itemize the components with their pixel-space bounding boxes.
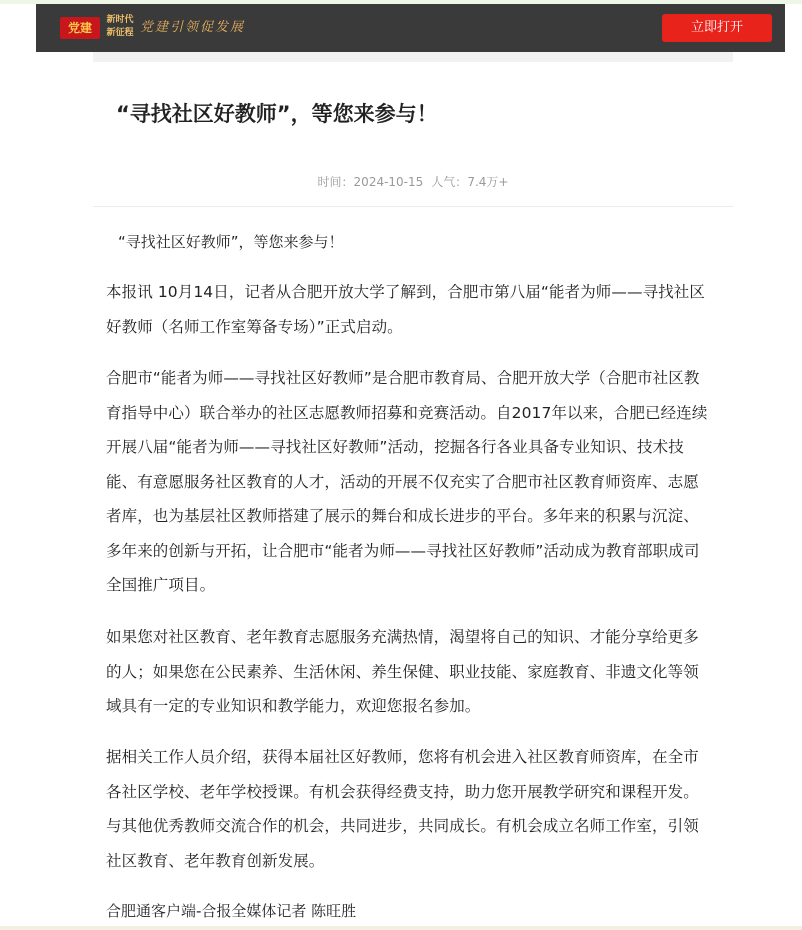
publish-date: 2024-10-15 [353,175,424,189]
new-era-logo-mark: 新时代新征程 [106,15,134,38]
popularity-label: 人气： [431,175,468,189]
party-building-logo: 党建 [60,17,100,39]
article-meta [93,172,733,192]
popularity-count: 7.4万+ [467,175,509,189]
app-download-banner [36,4,785,52]
article-lead: “寻找社区好教师”，等您来参与！ [118,233,344,251]
time-label: 时间： [317,175,354,189]
article-paragraph: 本报讯 10月14日，记者从合肥开放大学了解到，合肥市第八届“能者为师——寻找社区好教师（名师工作室筹备专场）”正式启动。 [106,283,706,336]
page-bottom-border [0,926,802,930]
meta-divider [93,206,733,207]
article-paragraph: 据相关工作人员介绍，获得本届社区好教师，您将有机会进入社区教育师资库，在全市各社区学校、老年学校授课。有机会获得经费支持，助力您开展教学研究和课程开发。与其他优秀教师交流合作的机会，共同进步，共同成长。有机会成立名师工作室，引领社区教育、老年教育创新发展。 [106,748,699,870]
article-title: “寻找社区好教师”，等您来参与！ [116,102,438,126]
article-paragraph: 合肥市“能者为师——寻找社区好教师”是合肥市教育局、合肥开放大学（合肥市社区教育指导中心）联合举办的社区志愿教师招募和竞赛活动。自2017年以来，合肥已经连续开展八届“能者为师——寻找社区好教师”活动，挖掘各行各业具备专业知识、技术技能、有意愿服务社区教育的人才，活动的开展不仅充实了合肥市社区教育师资库、志愿者库，也为基层社区教师搭建了展示的舞台和成长进步的平台。多年来的积累与沉淀、多年来的创新与开拓，让合肥市“能者为师——寻找社区好教师”活动成为教育部职成司全国推广项目。 [106,369,708,594]
banner-slogan: 党建引领促发展 [140,20,246,35]
article-byline: 合肥通客户端-合报全媒体记者 陈旺胜 [106,902,357,920]
article-paragraph: 如果您对社区教育、老年教育志愿服务充满热情，渴望将自己的知识、才能分享给更多的人；如果您在公民素养、生活休闲、养生保健、职业技能、家庭教育、非遗文化等领域具有一定的专业知识和教学能力，欢迎您报名参加。 [106,628,699,715]
open-app-button[interactable]: 立即打开 [662,14,772,42]
banner-shadow-strip [93,52,733,62]
